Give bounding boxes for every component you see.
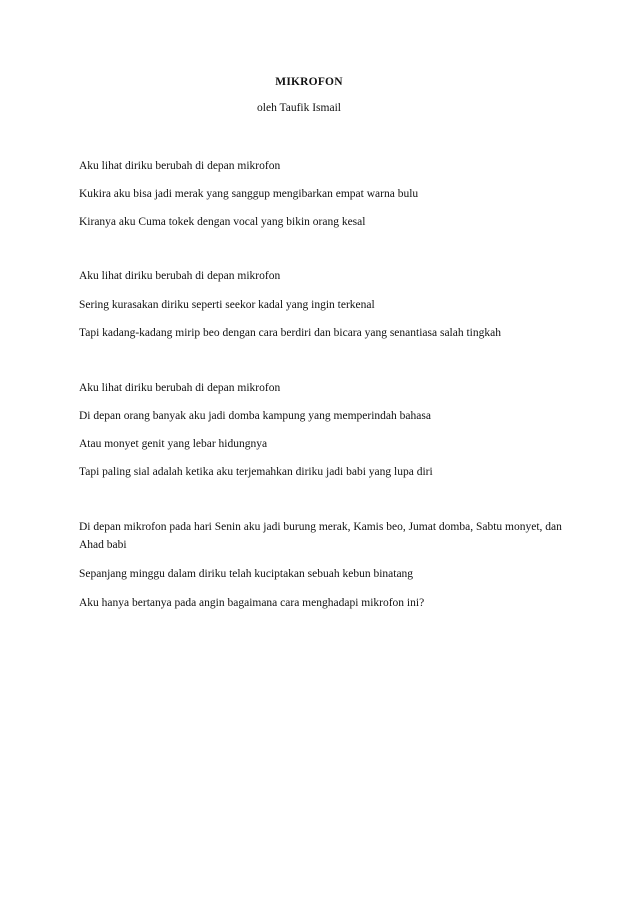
stanza-3-line-3: Atau monyet genit yang lebar hidungnya — [79, 438, 268, 450]
stanza-2-line-2: Sering kurasakan diriku seperti seekor kadal yang ingin terkenal — [79, 299, 375, 311]
stanza-3-line-2: Di depan orang banyak aku jadi domba kampung yang memperindah bahasa — [79, 410, 431, 422]
stanza-3-line-1: Aku lihat diriku berubah di depan mikrofon — [79, 382, 281, 394]
stanza-3-line-4: Tapi paling sial adalah ketika aku terjemahkan diriku jadi babi yang lupa diri — [79, 466, 433, 478]
stanza-1-line-1: Aku lihat diriku berubah di depan mikrofon — [79, 160, 281, 172]
stanza-1-line-2: Kukira aku bisa jadi merak yang sanggup mengibarkan empat warna bulu — [79, 188, 419, 200]
stanza-4-line-1: Di depan mikrofon pada hari Senin aku jadi burung merak, Kamis beo, Jumat domba, Sabtu monyet, dan Ahad babi — [79, 521, 562, 551]
poem-title: MIKROFON — [275, 76, 343, 88]
stanza-2-line-1: Aku lihat diriku berubah di depan mikrofon — [79, 270, 281, 282]
stanza-2-line-3: Tapi kadang-kadang mirip beo dengan cara berdiri dan bicara yang senantiasa salah tingkah — [79, 327, 501, 339]
stanza-4-line-3: Aku hanya bertanya pada angin bagaimana cara menghadapi mikrofon ini? — [79, 597, 425, 609]
stanza-4-line-2: Sepanjang minggu dalam diriku telah kuciptakan sebuah kebun binatang — [79, 568, 414, 580]
stanza-1-line-3: Kiranya aku Cuma tokek dengan vocal yang bikin orang kesal — [79, 216, 366, 228]
poem-author: oleh Taufik Ismail — [257, 102, 341, 114]
